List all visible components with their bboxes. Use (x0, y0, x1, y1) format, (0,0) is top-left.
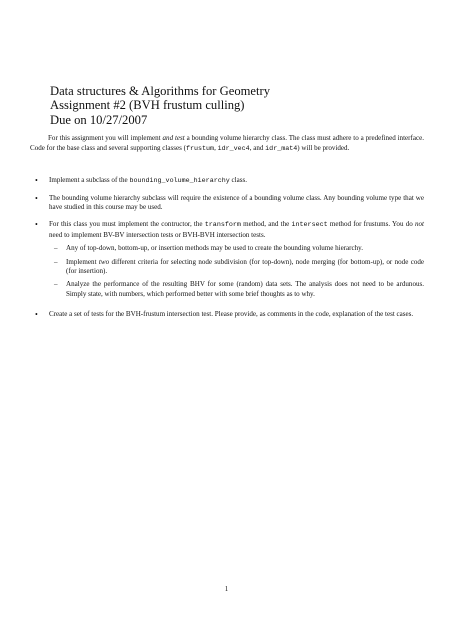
item-text: Analyze the performance of the resulting BHV for some (random) data sets. The analysis does not need to be ardunous. Simply state, with numbers, which performed better with some brief thoughts as to why. (66, 280, 424, 298)
requirements-list (30, 176, 424, 326)
intro-text: , (214, 144, 218, 153)
item-text: method for frustums. You do (327, 220, 415, 229)
intro-paragraph (30, 133, 424, 154)
item-text: For this class you must implement the contructor, the (49, 220, 205, 229)
bullet-icon: • (35, 309, 38, 319)
item-text: method, and the (240, 220, 292, 229)
page-number: 1 (224, 585, 229, 593)
item-text: Implement a subclass of the (49, 176, 130, 184)
dash-icon: – (54, 244, 58, 253)
bullet-icon: • (35, 220, 38, 230)
code-idr-mat4: idr_mat4 (265, 145, 298, 154)
item-emphasis: two (98, 257, 110, 266)
code-bvh-class: bounding_volume_hierarchy (129, 177, 230, 185)
sub-list-item (49, 280, 424, 299)
item-text: Create a set of tests for the BVH-frustum intersection test. Please provide, as comments in the code, explanation of the test cases. (49, 309, 414, 318)
item-text: class. (229, 176, 248, 184)
list-item (30, 176, 424, 187)
intro-text: a bounding volume hierarchy class. The class must adhere to a predefined interface. Code for the base class and several supporting classes ( (30, 134, 424, 153)
item-text: Any of top-down, bottom-up, or insertion methods may be used to create the bounding volume hierarchy. (66, 244, 364, 253)
item-text: Implement (66, 257, 99, 266)
sub-list-item (49, 258, 424, 277)
sub-list-item (49, 244, 424, 254)
dash-icon: – (54, 280, 58, 289)
bullet-icon: • (35, 193, 38, 203)
code-frustum: frustum (185, 145, 215, 154)
item-text: need to implement BV-BV intersection tests or BVH-BVH intersection tests. (49, 230, 266, 239)
due-date: Due on 10/27/2007 (50, 112, 148, 127)
intro-text: For this assignment you will implement (48, 134, 163, 142)
list-item (30, 310, 424, 320)
code-transform: transform (204, 221, 241, 230)
intro-text: ) will be provided. (297, 144, 350, 153)
sub-list (49, 244, 424, 299)
list-item (30, 194, 424, 213)
bullet-icon: • (35, 176, 38, 185)
assignment-title (50, 84, 410, 127)
intro-text: , and (249, 144, 266, 153)
item-emphasis: not (414, 220, 424, 229)
course-title: Data structures & Algorithms for Geometry (50, 84, 270, 98)
item-text: different criteria for selecting node subdivision (for top-down), node merging (for bottom-up), or node code (for insertion). (66, 257, 425, 276)
item-text: The bounding volume hierarchy subclass will require the existence of a bounding volume class. Any bounding volume type that we have studied in this course may be used. (49, 193, 424, 212)
dash-icon: – (54, 257, 58, 266)
list-item (30, 220, 424, 299)
code-idr-vec4: idr_vec4 (217, 145, 250, 154)
code-intersect: intersect (291, 221, 328, 230)
intro-emphasis: and test (162, 134, 185, 142)
assignment-name: Assignment #2 (BVH frustum culling) (50, 98, 245, 113)
